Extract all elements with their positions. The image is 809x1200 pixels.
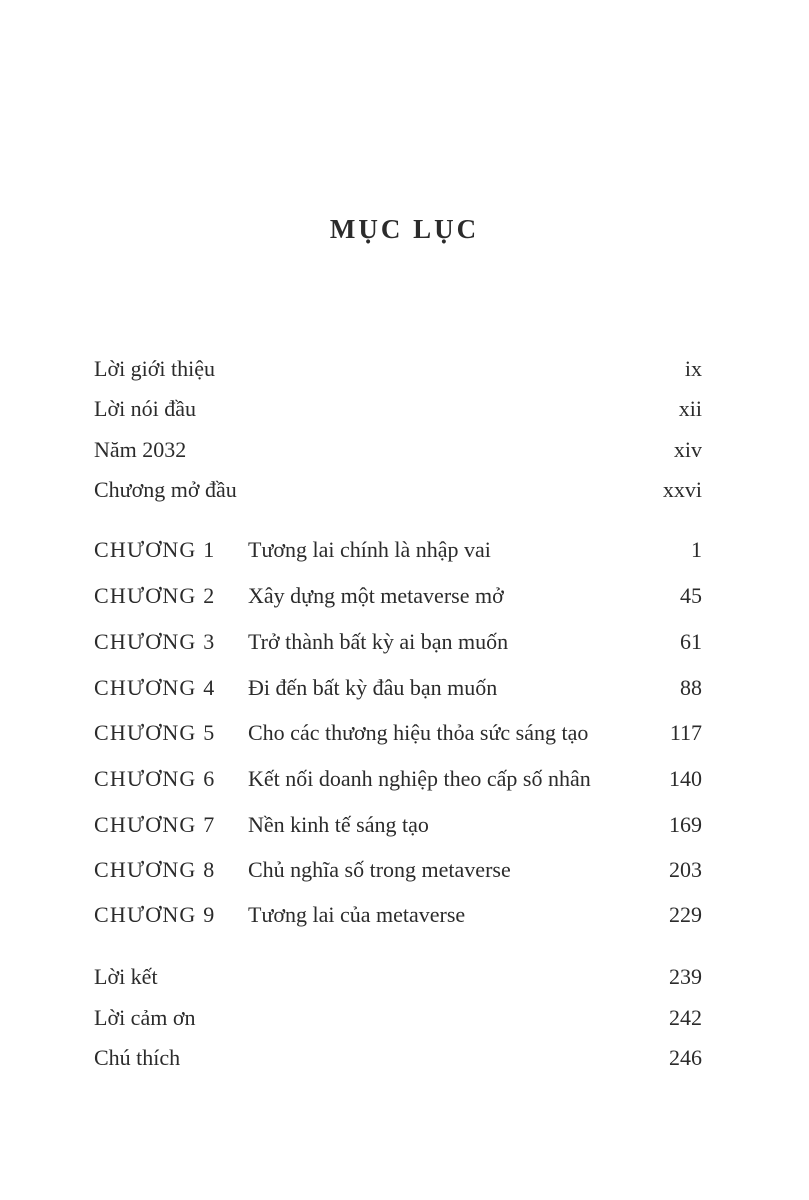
- toc-entry-chapter-8[interactable]: [94, 855, 702, 885]
- entry-page-number: ix: [684, 356, 702, 381]
- toc-entry-chapter-5[interactable]: [94, 718, 702, 748]
- entry-label: Lời nói đầu: [94, 396, 197, 421]
- toc-entry-chapter-4[interactable]: [94, 673, 702, 703]
- entry-page-number: 246: [669, 1045, 702, 1070]
- chapter-label: CHƯƠNG 2: [94, 583, 216, 608]
- toc-entry-chapter-2[interactable]: [94, 581, 702, 611]
- toc-entry-chapter-9[interactable]: [94, 900, 702, 930]
- chapter-title: Nền kinh tế sáng tạo: [248, 812, 429, 837]
- entry-label: Chú thích: [94, 1045, 181, 1070]
- toc-entry-front-3[interactable]: [94, 435, 702, 465]
- chapter-label: CHƯƠNG 1: [94, 537, 216, 562]
- entry-page-number: 117: [669, 720, 702, 745]
- chapter-label: CHƯƠNG 7: [94, 812, 216, 837]
- chapter-title: Trở thành bất kỳ ai bạn muốn: [248, 629, 509, 654]
- entry-page-number: 88: [680, 675, 702, 700]
- toc-entry-front-1[interactable]: [94, 354, 702, 384]
- entry-page-number: 140: [669, 766, 702, 791]
- chapter-title: Xây dựng một metaverse mở: [248, 583, 504, 608]
- entry-page-number: 45: [680, 583, 702, 608]
- entry-page-number: 203: [669, 857, 702, 882]
- chapter-label: CHƯƠNG 3: [94, 629, 216, 654]
- chapter-label: CHƯƠNG 8: [94, 857, 216, 882]
- chapter-title: Đi đến bất kỳ đâu bạn muốn: [248, 675, 498, 700]
- entry-page-number: xxvi: [662, 477, 702, 502]
- chapter-title: Tương lai của metaverse: [248, 902, 466, 927]
- chapter-title: Kết nối doanh nghiệp theo cấp số nhân: [248, 766, 591, 791]
- entry-label: Năm 2032: [94, 437, 187, 462]
- toc-entry-chapter-7[interactable]: [94, 810, 702, 840]
- toc-entry-front-2[interactable]: [94, 394, 702, 424]
- entry-label: Chương mở đầu: [94, 477, 237, 502]
- toc-entry-chapter-6[interactable]: [94, 764, 702, 794]
- chapter-title: Chủ nghĩa số trong metaverse: [248, 857, 511, 882]
- chapter-label: CHƯƠNG 9: [94, 902, 216, 927]
- entry-label: Lời giới thiệu: [94, 356, 216, 381]
- chapter-label: CHƯƠNG 4: [94, 675, 216, 700]
- toc-entry-front-4[interactable]: [94, 475, 702, 505]
- entry-page-number: 169: [669, 812, 702, 837]
- page-title: MỤC LỤC: [329, 214, 480, 244]
- entry-page-number: 229: [669, 902, 702, 927]
- chapter-label: CHƯƠNG 6: [94, 766, 216, 791]
- toc-entry-chapter-3[interactable]: [94, 627, 702, 657]
- entry-label: Lời kết: [94, 964, 158, 989]
- entry-page-number: xii: [678, 396, 702, 421]
- entry-label: Lời cảm ơn: [94, 1005, 196, 1030]
- entry-page-number: 242: [669, 1005, 702, 1030]
- entry-page-number: 239: [669, 964, 702, 989]
- entry-page-number: 1: [691, 537, 702, 562]
- chapter-title: Cho các thương hiệu thỏa sức sáng tạo: [248, 720, 589, 745]
- chapter-label: CHƯƠNG 5: [94, 720, 216, 745]
- toc-entry-back-1[interactable]: [94, 962, 702, 992]
- chapter-title: Tương lai chính là nhập vai: [248, 537, 491, 562]
- toc-entry-back-3[interactable]: [94, 1043, 702, 1073]
- toc-entry-back-2[interactable]: [94, 1003, 702, 1033]
- entry-page-number: xiv: [673, 437, 702, 462]
- entry-page-number: 61: [680, 629, 702, 654]
- toc-entry-chapter-1[interactable]: [94, 535, 702, 565]
